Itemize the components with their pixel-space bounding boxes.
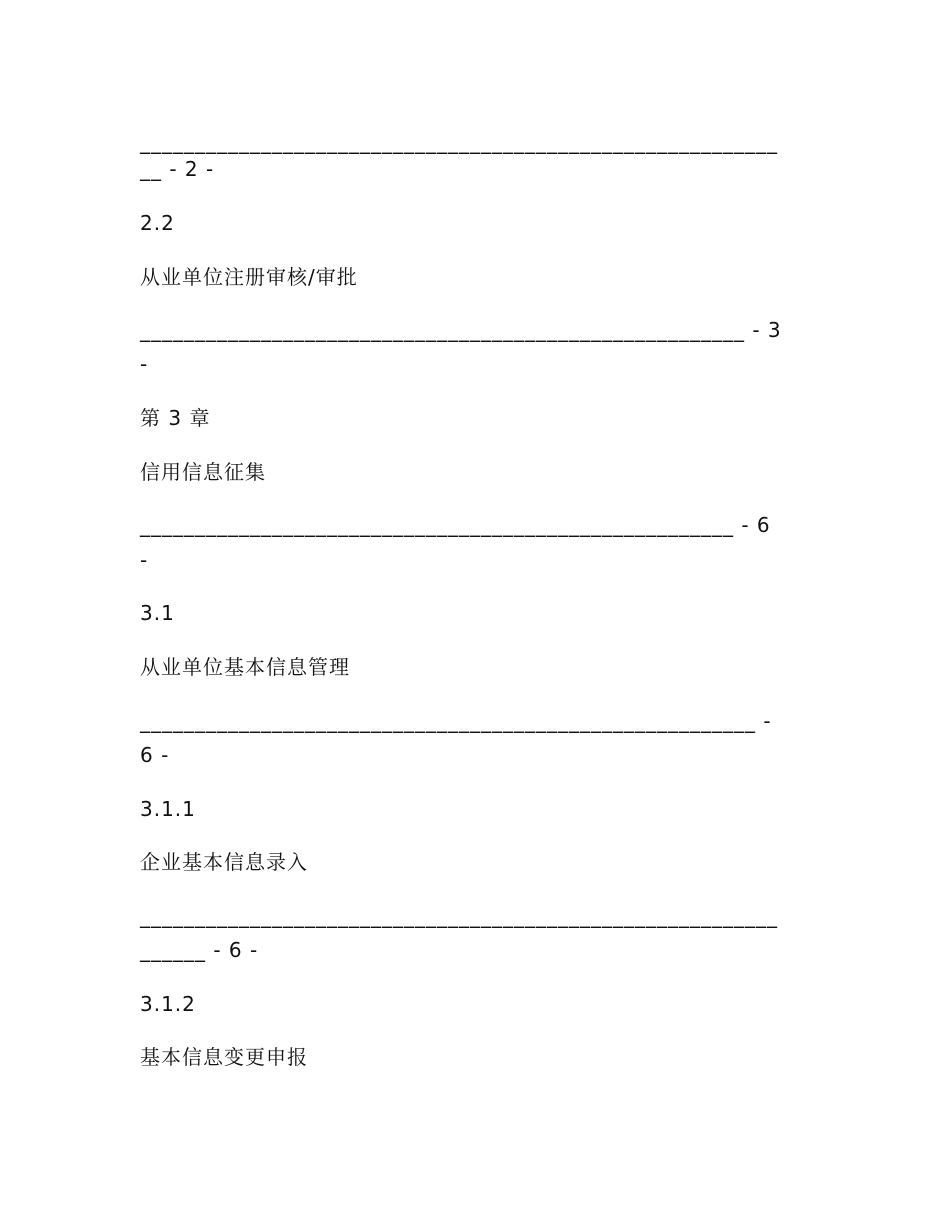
toc-section-title: 从业单位注册审核/审批 — [140, 265, 358, 289]
toc-subsection-title: 基本信息变更申报 — [140, 1045, 308, 1069]
toc-leader-line: __________________________________________________________ — [140, 130, 778, 154]
toc-page-number: - — [140, 548, 149, 572]
toc-page-number: ______ - 6 - — [140, 938, 259, 962]
toc-section-title: 从业单位基本信息管理 — [140, 655, 350, 679]
toc-page-number: 6 - — [140, 743, 170, 767]
toc-subsection-number: 3.1.1 — [140, 797, 196, 821]
toc-section-number: 2.2 — [140, 211, 175, 235]
toc-page-number: __ - 2 - — [140, 157, 215, 181]
toc-subsection-title: 企业基本信息录入 — [140, 850, 308, 874]
toc-leader-line: ______________________________________________________ - 6 — [140, 513, 771, 537]
toc-chapter-number: 第 3 章 — [140, 406, 211, 430]
toc-page-number: - — [140, 352, 149, 376]
toc-leader-line: __________________________________________________________ — [140, 904, 778, 928]
toc-section-number: 3.1 — [140, 601, 175, 625]
toc-leader-line: ________________________________________________________ - — [140, 709, 772, 733]
toc-leader-line: _______________________________________________________ - 3 — [140, 318, 782, 342]
toc-subsection-number: 3.1.2 — [140, 992, 196, 1016]
toc-chapter-title: 信用信息征集 — [140, 460, 266, 484]
